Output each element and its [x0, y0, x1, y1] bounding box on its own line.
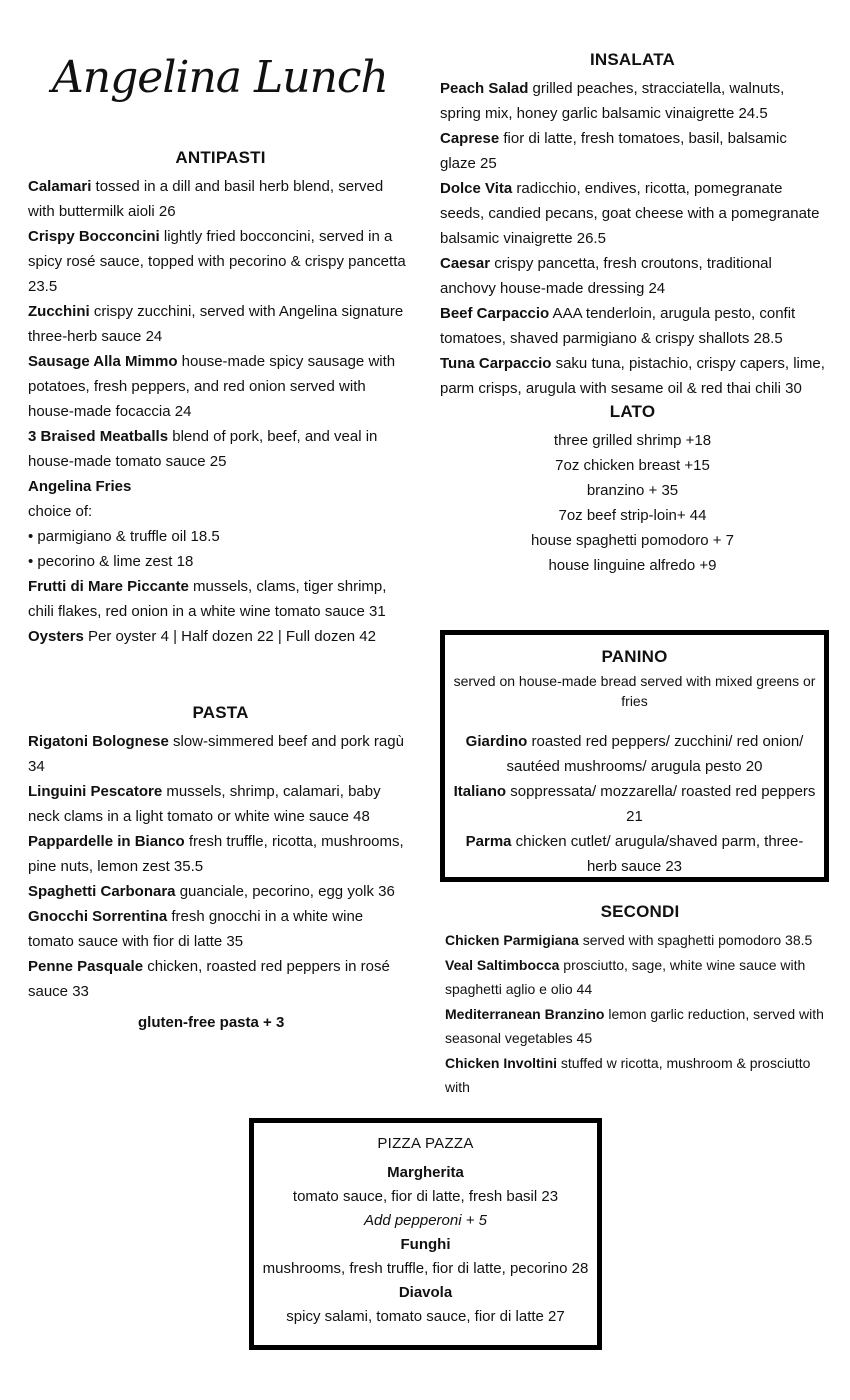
side-item: house linguine alfredo +9 [548, 557, 717, 574]
menu-item [28, 349, 413, 424]
menu-item [445, 1051, 835, 1100]
item-name: Veal Saltimbocca [445, 956, 560, 973]
item-name: 3 Braised Meatballs [28, 428, 169, 445]
item-description: guanciale, pecorino, egg yolk 36 [175, 883, 395, 900]
item-name: Parma [465, 833, 512, 850]
item-name: Caesar [440, 255, 491, 272]
menu-item [453, 779, 816, 829]
pizza-heading: PIZZA PAZZA [377, 1135, 474, 1152]
item-name: Zucchini [28, 303, 90, 320]
item-description: blend of pork, beef, and veal in house-made tomato sauce 25 [28, 428, 378, 470]
secondi-heading: SECONDI [600, 902, 680, 921]
fries-option: • parmigiano & truffle oil 18.5 [28, 528, 220, 545]
item-name: Tuna Carpaccio [440, 355, 552, 372]
side-item: 7oz chicken breast +15 [555, 457, 710, 474]
menu-item [28, 954, 413, 1004]
item-description: saku tuna, pistachio, crispy capers, lime, parm crisps, arugula with sesame oil & red thai chili 30 [440, 355, 825, 397]
item-name: Rigatoni Bolognese [28, 733, 169, 750]
pizza-list [258, 1161, 593, 1329]
item-description: fior di latte, fresh tomatoes, basil, balsamic glaze 25 [440, 130, 787, 172]
menu-item [28, 879, 413, 904]
item-name: Italiano [453, 783, 507, 800]
panino-list [453, 729, 816, 879]
side-item: house spaghetti pomodoro + 7 [530, 532, 735, 549]
item-description: fresh truffle, ricotta, mushrooms, pine nuts, lemon zest 35.5 [28, 833, 404, 875]
side-item: three grilled shrimp +18 [553, 432, 712, 449]
pizza-box [249, 1118, 602, 1350]
menu-item [28, 574, 413, 624]
pizza-name: Margherita [387, 1164, 464, 1181]
gluten-free-note: gluten-free pasta + 3 [138, 1014, 285, 1031]
menu-item [440, 126, 825, 176]
menu-item [28, 224, 413, 299]
panino-box [440, 630, 829, 882]
item-name: Pappardelle in Bianco [28, 833, 185, 850]
secondi-section [445, 902, 835, 1100]
antipasti-heading: ANTIPASTI [175, 148, 266, 167]
lato-heading: LATO [609, 402, 656, 421]
pizza-name: Funghi [400, 1236, 451, 1253]
secondi-list [445, 928, 835, 1100]
item-name: Linguini Pescatore [28, 783, 163, 800]
menu-item [445, 1002, 835, 1051]
menu-item [440, 251, 825, 301]
item-description: chicken cutlet/ arugula/shaved parm, three-herb sauce 23 [511, 833, 804, 875]
item-name: Oysters [28, 628, 84, 645]
menu-item [28, 624, 413, 649]
item-description: crispy zucchini, served with Angelina signature three-herb sauce 24 [28, 303, 404, 345]
menu-item [28, 779, 413, 829]
item-name: Frutti di Mare Piccante [28, 578, 189, 595]
pizza-extra: Add pepperoni + 5 [363, 1212, 488, 1229]
menu-item [440, 76, 825, 126]
item-description: served with spaghetti pomodoro 38.5 [578, 932, 813, 948]
side-item: branzino + 35 [586, 482, 679, 499]
item-name: Sausage Alla Mimmo [28, 353, 178, 370]
item-name: Dolce Vita [440, 180, 513, 197]
insalata-list [440, 76, 825, 401]
menu-item [28, 474, 413, 499]
item-description: mussels, shrimp, calamari, baby neck clams in a light tomato or white wine sauce 48 [28, 783, 381, 825]
insalata-section [440, 50, 825, 401]
item-description: chicken, roasted red peppers in rosé sauce 33 [28, 958, 390, 1000]
menu-item [445, 953, 835, 1002]
menu-item [28, 729, 413, 779]
item-description: tossed in a dill and basil herb blend, served with buttermilk aioli 26 [28, 178, 384, 220]
pizza-description: tomato sauce, fior di latte, fresh basil 23 [292, 1188, 559, 1205]
fries-option: • pecorino & lime zest 18 [28, 553, 194, 570]
panino-subtitle: served on house-made bread served with mixed greens or fries [453, 673, 816, 709]
item-description: lemon garlic reduction, served with seasonal vegetables 45 [445, 1005, 824, 1046]
menu-item [28, 904, 413, 954]
item-description: house-made spicy sausage with potatoes, fresh peppers, and red onion served with house-made focaccia 24 [28, 353, 396, 420]
menu-item [440, 176, 825, 251]
lato-list [440, 428, 825, 578]
item-name: Mediterranean Branzino [445, 1005, 605, 1022]
menu-item [445, 928, 835, 953]
item-name: Chicken Involtini [445, 1054, 558, 1071]
item-name: Caprese [440, 130, 500, 147]
item-description: roasted red peppers/ zucchini/ red onion/ sautéed mushrooms/ arugula pesto 20 [506, 733, 804, 775]
fries-choice-label: choice of: [28, 503, 93, 520]
item-description: radicchio, endives, ricotta, pomegranate seeds, candied pecans, goat cheese with a pomegranate balsamic vinaigrette 26.5 [440, 180, 820, 247]
menu-item [453, 829, 816, 879]
side-item: 7oz beef strip-loin+ 44 [558, 507, 707, 524]
item-name: Peach Salad [440, 80, 529, 97]
item-description: soppressata/ mozzarella/ roasted red peppers 21 [506, 783, 816, 825]
pizza-name: Diavola [398, 1284, 453, 1301]
menu-item [453, 729, 816, 779]
panino-heading: PANINO [601, 647, 668, 666]
insalata-heading: INSALATA [589, 50, 675, 69]
item-description: stuffed w ricotta, mushroom & prosciutto with [445, 1054, 811, 1095]
lato-section [440, 402, 825, 578]
item-name: Spaghetti Carbonara [28, 883, 176, 900]
pizza-description: mushrooms, fresh truffle, fior di latte, pecorino 28 [262, 1260, 589, 1277]
item-name: Crispy Bocconcini [28, 228, 160, 245]
item-description: fresh gnocchi in a white wine tomato sauce with fior di latte 35 [28, 908, 364, 950]
item-name: Chicken Parmigiana [445, 932, 579, 948]
antipasti-list [28, 174, 413, 649]
item-description: slow-simmered beef and pork ragù 34 [28, 733, 404, 775]
pasta-list [28, 729, 413, 1004]
menu-item [28, 829, 413, 879]
item-name: Angelina Fries [28, 478, 132, 495]
menu-item [440, 301, 825, 351]
menu-item [28, 299, 413, 349]
item-description: grilled peaches, stracciatella, walnuts, spring mix, honey garlic balsamic vinaigrette 24.5 [440, 80, 785, 122]
item-name: Gnocchi Sorrentina [28, 908, 168, 925]
menu-item [28, 424, 413, 474]
item-name: Beef Carpaccio [440, 305, 550, 322]
item-description: lightly fried bocconcini, served in a spicy rosé sauce, topped with pecorino & crispy pancetta 23.5 [28, 228, 406, 295]
pizza-description: spicy salami, tomato sauce, fior di latte 27 [286, 1308, 565, 1325]
item-name: Penne Pasquale [28, 958, 144, 975]
menu-item [28, 174, 413, 224]
item-description: prosciutto, sage, white wine sauce with spaghetti aglio e olio 44 [445, 956, 806, 997]
item-description: AAA tenderloin, arugula pesto, confit tomatoes, shaved parmigiano & crispy shallots 28.5 [440, 305, 796, 347]
antipasti-section [28, 148, 413, 649]
item-description: Per oyster 4 | Half dozen 22 | Full dozen 42 [83, 628, 376, 645]
menu-title: Angelina Lunch [52, 52, 388, 103]
item-name: Calamari [28, 178, 92, 195]
item-description: mussels, clams, tiger shrimp, chili flakes, red onion in a white wine tomato sauce 31 [28, 578, 387, 620]
pasta-section [28, 703, 413, 1031]
pasta-heading: PASTA [192, 703, 249, 722]
menu-item [440, 351, 825, 401]
item-name: Giardino [465, 733, 528, 750]
item-description: crispy pancetta, fresh croutons, traditional anchovy house-made dressing 24 [440, 255, 772, 297]
